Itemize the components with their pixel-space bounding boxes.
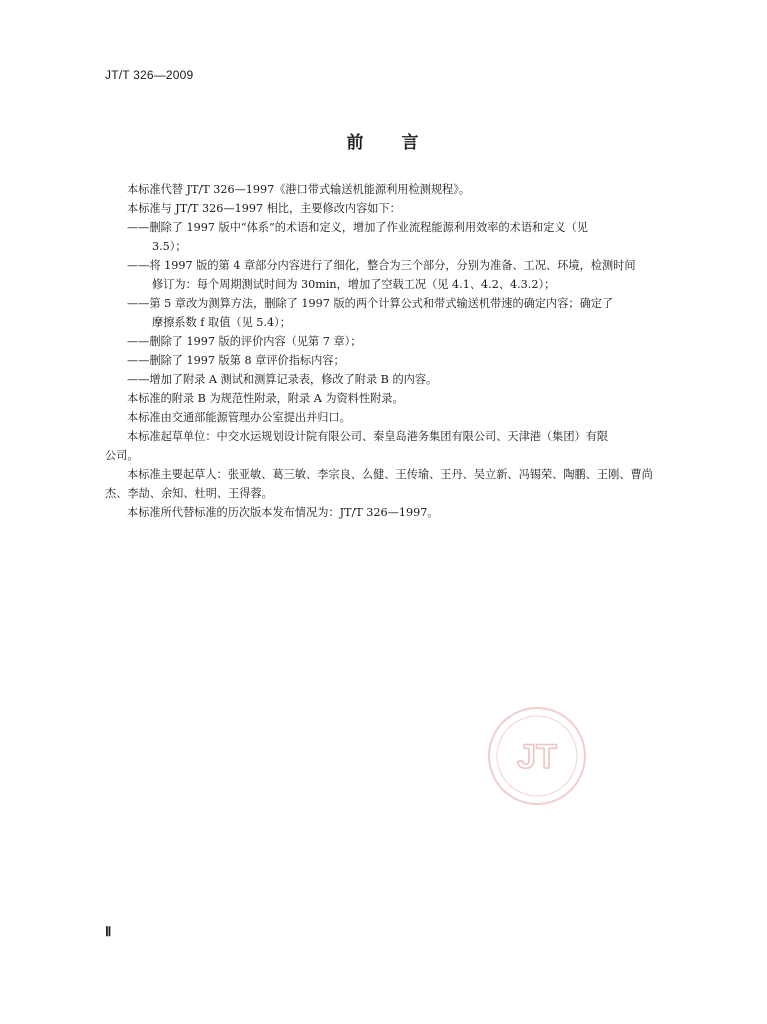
paragraph-replaces: 本标准代替 JT/T 326—1997《港口带式输送机能源利用检测规程》。 (127, 183, 471, 196)
document-code-header: JT/T 326—2009 (105, 68, 194, 82)
change-item-1: ——删除了 1997 版中“体系”的术语和定义，增加了作业流程能源利用效率的术语和定义（见 (127, 221, 588, 234)
paragraph-changes-intro: 本标准与 JT/T 326—1997 相比，主要修改内容如下： (127, 202, 401, 215)
change-item-2: ——将 1997 版的第 4 章部分内容进行了细化，整合为三个部分，分别为准备、工况、环境，检测时间 (127, 259, 636, 272)
change-item-6: ——增加了附录 A 测试和测算记录表，修改了附录 B 的内容。 (127, 373, 438, 386)
change-item-5: ——删除了 1997 版第 8 章评价指标内容； (127, 354, 345, 367)
change-item-1-cont: 3.5）； (152, 240, 187, 253)
title-char-right: 言 (401, 133, 421, 153)
paragraph-appendix: 本标准的附录 B 为规范性附录，附录 A 为资料性附录。 (127, 392, 404, 405)
paragraph-drafting-units-cont: 公司。 (105, 449, 139, 462)
page-number: Ⅱ (105, 924, 112, 939)
jt-watermark-seal (486, 705, 588, 807)
svg-text:JT: JT (517, 738, 557, 776)
paragraph-drafters: 本标准主要起草人：张亚敏、葛三敏、李宗良、么健、王传瑜、王丹、吴立新、冯锡荣、陶鹏、王刚、曹尚 (127, 468, 653, 481)
change-item-3-cont: 摩擦系数 f 取值（见 5.4）； (152, 316, 291, 329)
paragraph-proposer: 本标准由交通部能源管理办公室提出并归口。 (127, 411, 351, 424)
paragraph-drafters-cont: 杰、李劼、余知、杜明、王得蓉。 (105, 487, 273, 500)
paragraph-drafting-units: 本标准起草单位：中交水运规划设计院有限公司、秦皇岛港务集团有限公司、天津港（集团）有限 (127, 430, 609, 443)
change-item-2-cont: 修订为：每个周期测试时间为 30min，增加了空载工况（见 4.1、4.2、4.3.2）； (152, 278, 556, 291)
change-item-3: ——第 5 章改为测算方法，删除了 1997 版的两个计算公式和带式输送机带速的确定内容；确定了 (127, 297, 614, 310)
change-item-4: ——删除了 1997 版的评价内容（见第 7 章）； (127, 335, 362, 348)
title-char-left: 前 (346, 133, 366, 153)
paragraph-history: 本标准所代替标准的历次版本发布情况为：JT/T 326—1997。 (127, 506, 439, 519)
page-title (0, 128, 767, 153)
foreword-body (105, 180, 665, 522)
